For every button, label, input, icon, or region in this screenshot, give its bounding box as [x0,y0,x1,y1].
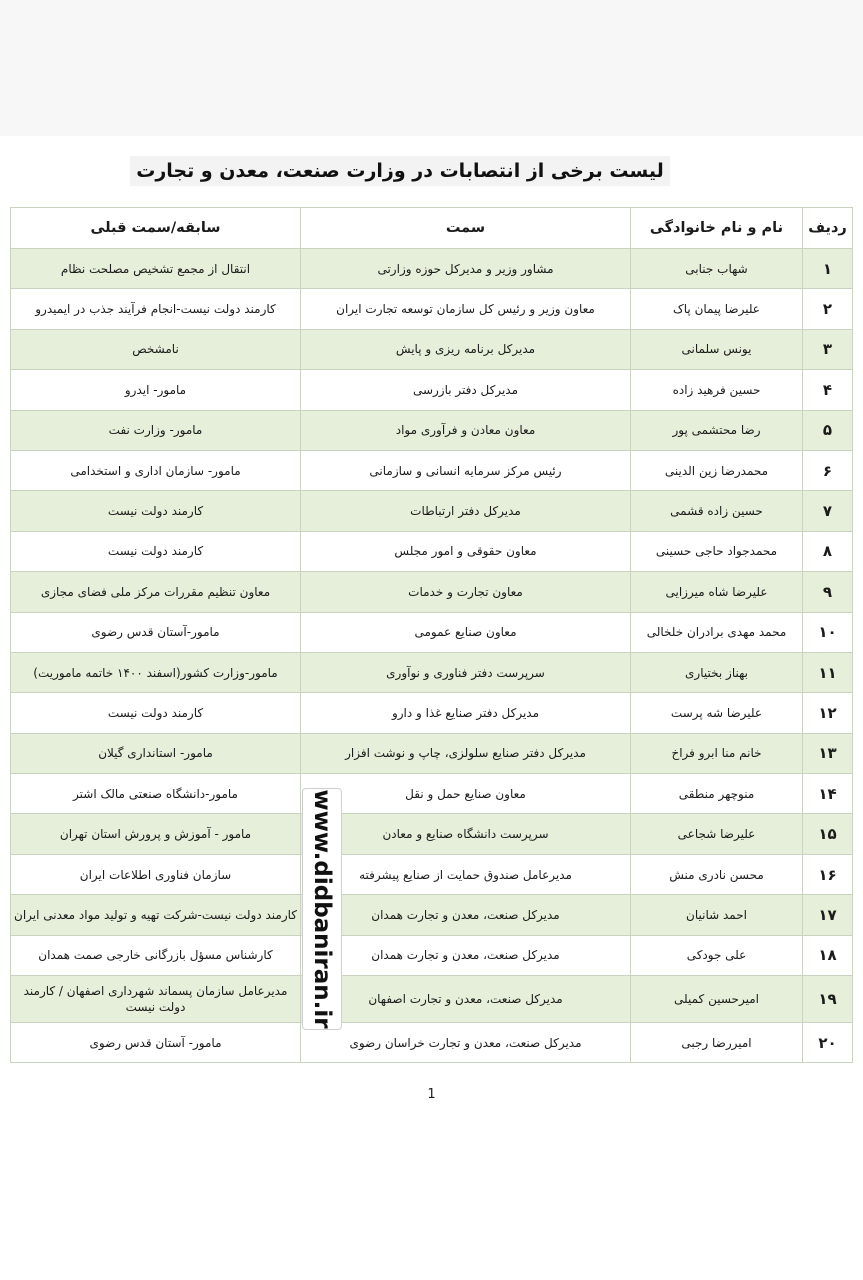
table-row [11,976,853,1023]
previous-position: سازمان فناوری اطلاعات ایران [11,854,301,894]
header-rank: ردیف [803,208,853,249]
position: رئیس مرکز سرمایه انسانی و سازمانی [301,450,631,490]
position: معاون صنایع عمومی [301,612,631,652]
person-name: علیرضا شجاعی [631,814,803,854]
previous-position: مامور - آموزش و پرورش استان تهران [11,814,301,854]
table-row [11,935,853,975]
previous-position: کارمند دولت نیست [11,693,301,733]
position: مشاور وزیر و مدیرکل حوزه وزارتی [301,249,631,289]
top-blank-band [0,0,863,136]
row-number: ۱۹ [803,976,853,1023]
table-header-row [11,208,853,249]
position: مدیرکل صنعت، معدن و تجارت اصفهان [301,976,631,1023]
row-number: ۱۵ [803,814,853,854]
row-number: ۱۸ [803,935,853,975]
position: معاون وزیر و رئیس کل سازمان توسعه تجارت ایران [301,289,631,329]
person-name: محمد مهدی برادران خلخالی [631,612,803,652]
person-name: امیررضا رجبی [631,1023,803,1063]
position: سرپرست دانشگاه صنایع و معادن [301,814,631,854]
table-row [11,895,853,935]
table-row [11,693,853,733]
position: معاون معادن و فرآوری مواد [301,410,631,450]
row-number: ۱۴ [803,774,853,814]
table-row [11,572,853,612]
row-number: ۸ [803,531,853,571]
position: مدیرکل دفتر صنایع سلولزی، چاپ و نوشت افزار [301,733,631,773]
row-number: ۱۷ [803,895,853,935]
row-number: ۱۳ [803,733,853,773]
previous-position: مامور-آستان قدس رضوی [11,612,301,652]
previous-position: نامشخص [11,329,301,369]
appointments-table [10,207,853,1063]
person-name: محمدرضا زین الدینی [631,450,803,490]
table-row [11,531,853,571]
header-name: نام و نام خانوادگی [631,208,803,249]
table-row [11,814,853,854]
table-row [11,1023,853,1063]
person-name: محمدجواد حاجی حسینی [631,531,803,571]
person-name: علیرضا شه پرست [631,693,803,733]
person-name: احمد شانیان [631,895,803,935]
previous-position: انتقال از مجمع تشخیص مصلحت نظام [11,249,301,289]
position: مدیرکل دفتر صنایع غذا و دارو [301,693,631,733]
table-row [11,491,853,531]
position: معاون حقوقی و امور مجلس [301,531,631,571]
previous-position: کارمند دولت نیست-شرکت تهیه و تولید مواد معدنی ایران [11,895,301,935]
previous-position: مدیرعامل سازمان پسماند شهرداری اصفهان / کارمند دولت نیست [11,976,301,1023]
position: مدیرعامل صندوق حمایت از صنایع پیشرفته [301,854,631,894]
previous-position: کارشناس مسؤل بازرگانی خارجی صمت همدان [11,935,301,975]
table-row [11,289,853,329]
header-position: سمت [301,208,631,249]
position: مدیرکل صنعت، معدن و تجارت همدان [301,935,631,975]
table-row [11,854,853,894]
person-name: منوچهر منطقی [631,774,803,814]
row-number: ۹ [803,572,853,612]
row-number: ۱۲ [803,693,853,733]
table-row [11,450,853,490]
person-name: علیرضا پیمان پاک [631,289,803,329]
table-row [11,410,853,450]
table-row [11,370,853,410]
table-row [11,612,853,652]
table-row [11,249,853,289]
position: مدیرکل صنعت، معدن و تجارت همدان [301,895,631,935]
row-number: ۶ [803,450,853,490]
row-number: ۳ [803,329,853,369]
previous-position: مامور- سازمان اداری و استخدامی [11,450,301,490]
watermark-text: www.didbaniran.ir [309,789,335,1029]
row-number: ۷ [803,491,853,531]
position: معاون تجارت و خدمات [301,572,631,612]
person-name: خانم منا ابرو فراخ [631,733,803,773]
previous-position: کارمند دولت نیست [11,491,301,531]
position: مدیرکل صنعت، معدن و تجارت خراسان رضوی [301,1023,631,1063]
previous-position: معاون تنظیم مقررات مرکز ملی فضای مجازی [11,572,301,612]
previous-position: مامور- استانداری گیلان [11,733,301,773]
row-number: ۴ [803,370,853,410]
row-number: ۱۶ [803,854,853,894]
table-row [11,733,853,773]
row-number: ۵ [803,410,853,450]
person-name: علیرضا شاه میرزایی [631,572,803,612]
person-name: شهاب جنابی [631,249,803,289]
person-name: حسین فرهید زاده [631,370,803,410]
previous-position: مامور- وزارت نفت [11,410,301,450]
previous-position: مامور-وزارت کشور(اسفند ۱۴۰۰ خاتمه ماموریت) [11,652,301,692]
previous-position: کارمند دولت نیست [11,531,301,571]
previous-position: مامور- ایدرو [11,370,301,410]
position: مدیرکل برنامه ریزی و پایش [301,329,631,369]
previous-position: کارمند دولت نیست-انجام فرآیند جذب در ایمیدرو [11,289,301,329]
previous-position: مامور- آستان قدس رضوی [11,1023,301,1063]
row-number: ۲۰ [803,1023,853,1063]
watermark-box [302,788,342,1030]
row-number: ۱۰ [803,612,853,652]
table-row [11,652,853,692]
row-number: ۱ [803,249,853,289]
person-name: علی جودکی [631,935,803,975]
table-row [11,329,853,369]
person-name: امیرحسین کمیلی [631,976,803,1023]
header-previous: سابقه/سمت قبلی [11,208,301,249]
row-number: ۲ [803,289,853,329]
page-number: 1 [427,1087,436,1102]
person-name: حسین زاده قشمی [631,491,803,531]
person-name: یونس سلمانی [631,329,803,369]
person-name: بهناز بختیاری [631,652,803,692]
previous-position: مامور-دانشگاه صنعتی مالک اشتر [11,774,301,814]
document-title: لیست برخی از انتصابات در وزارت صنعت، معدن و تجارت [0,160,800,182]
row-number: ۱۱ [803,652,853,692]
position: سرپرست دفتر فناوری و نوآوری [301,652,631,692]
person-name: رضا محتشمی پور [631,410,803,450]
position: مدیرکل دفتر بازرسی [301,370,631,410]
position: معاون صنایع حمل و نقل [301,774,631,814]
position: مدیرکل دفتر ارتباطات [301,491,631,531]
person-name: محسن نادری منش [631,854,803,894]
table-row [11,774,853,814]
